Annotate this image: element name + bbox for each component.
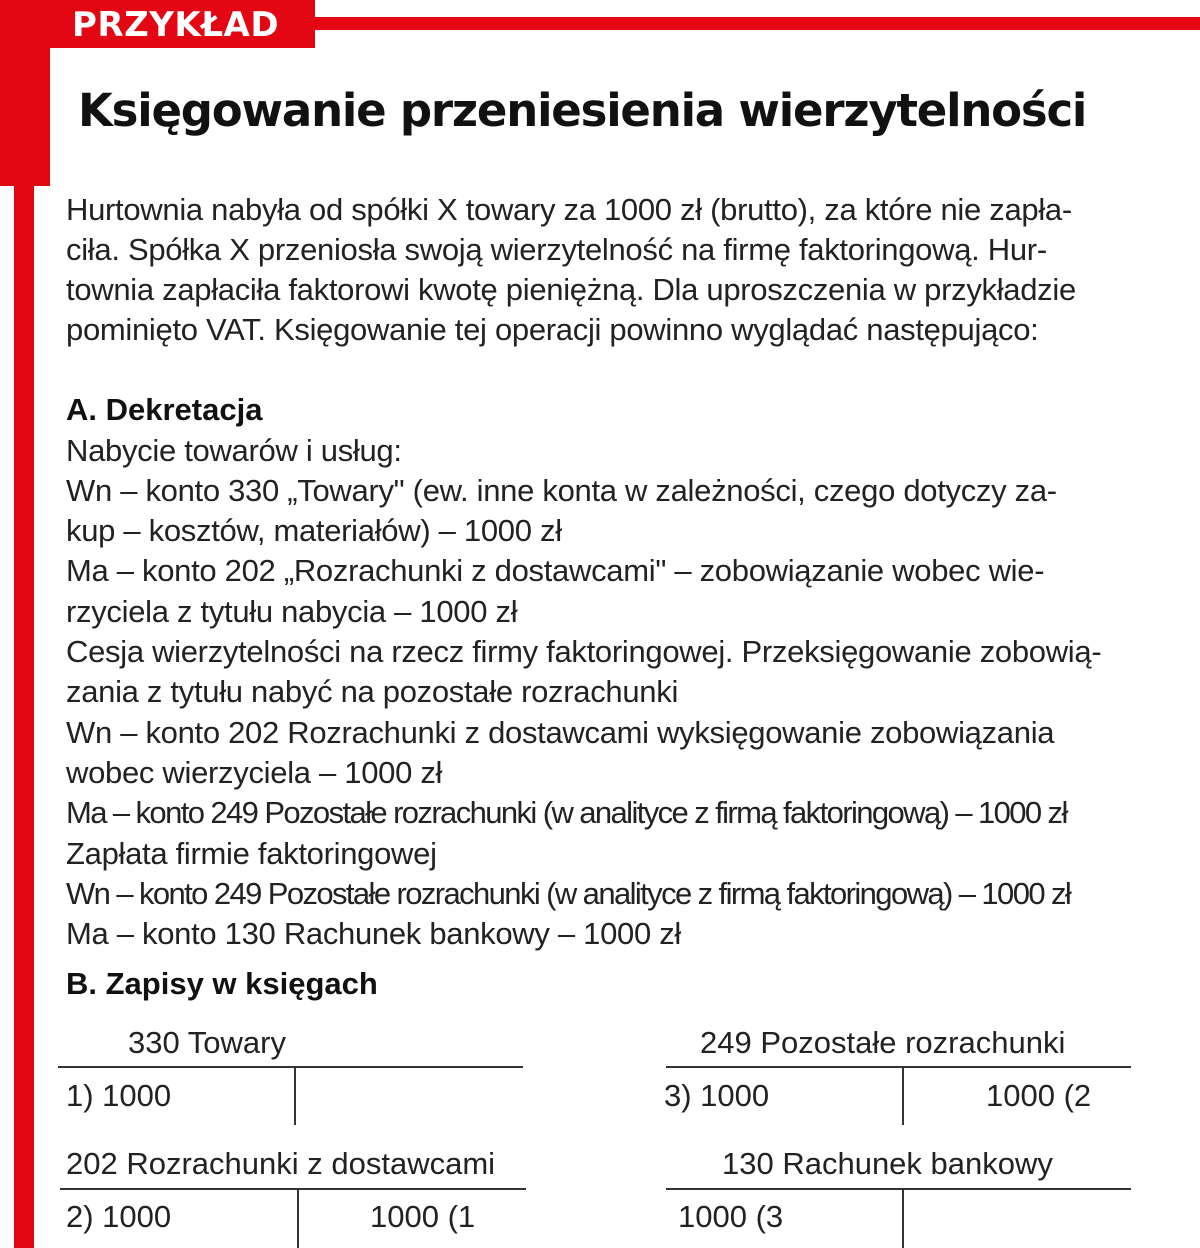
account-249-title: 249 Pozostałe rozrachunki bbox=[700, 1025, 1066, 1060]
section-b-heading: B. Zapisy w księgach bbox=[66, 966, 378, 1001]
dekretacja-line: Wn – konto 249 Pozostałe rozrachunki (w analityce z firmą faktoringową) – 1000 zł bbox=[66, 876, 1071, 911]
account-249-divider bbox=[902, 1067, 904, 1125]
account-202-title: 202 Rozrachunki z dostawcami bbox=[66, 1146, 496, 1181]
dekretacja-line: Cesja wierzytelności na rzecz firmy faktoringowej. Przeksięgowanie zobowią- bbox=[66, 634, 1102, 669]
account-330-title: 330 Towary bbox=[128, 1025, 286, 1060]
account-130-title: 130 Rachunek bankowy bbox=[722, 1146, 1053, 1181]
account-249-credit: 1000 (2 bbox=[986, 1078, 1092, 1113]
account-130-rule bbox=[666, 1188, 1131, 1190]
section-a-heading: A. Dekretacja bbox=[66, 392, 263, 427]
account-202-debit: 2) 1000 bbox=[66, 1199, 172, 1234]
example-label: PRZYKŁAD bbox=[72, 5, 280, 45]
label-block bbox=[0, 0, 315, 48]
intro-line: pominięto VAT. Księgowanie tej operacji powinno wyglądać następująco: bbox=[66, 312, 1039, 347]
dekretacja-line: Ma – konto 130 Rachunek bankowy – 1000 zł bbox=[66, 916, 681, 951]
dekretacja-line: Nabycie towarów i usług: bbox=[66, 433, 402, 468]
account-330-debit: 1) 1000 bbox=[66, 1078, 172, 1113]
account-330-divider bbox=[294, 1067, 296, 1125]
account-130-debit: 1000 (3 bbox=[678, 1199, 784, 1234]
account-202-divider bbox=[297, 1189, 299, 1248]
account-330-rule bbox=[58, 1066, 523, 1068]
account-202-rule bbox=[60, 1188, 526, 1190]
top-rule bbox=[315, 17, 1200, 30]
dekretacja-line: zania z tytułu nabyć na pozostałe rozrachunki bbox=[66, 674, 679, 709]
dekretacja-line: wobec wierzyciela – 1000 zł bbox=[66, 755, 443, 790]
dekretacja-line: Zapłata firmie faktoringowej bbox=[66, 836, 437, 871]
dekretacja-line: rzyciela z tytułu nabycia – 1000 zł bbox=[66, 594, 518, 629]
dekretacja-line: Ma – konto 202 „Rozrachunki z dostawcami" – zobowiązanie wobec wie- bbox=[66, 553, 1045, 588]
side-bar-thick bbox=[0, 48, 50, 186]
side-bar-thin bbox=[14, 186, 34, 1248]
dekretacja-line: Wn – konto 330 „Towary" (ew. inne konta w zależności, czego dotyczy za- bbox=[66, 473, 1057, 508]
dekretacja-line: Wn – konto 202 Rozrachunki z dostawcami wyksięgowanie zobowiązania bbox=[66, 715, 1055, 750]
dekretacja-line: kup – kosztów, materiałów) – 1000 zł bbox=[66, 513, 562, 548]
intro-line: townia zapłaciła faktorowi kwotę pieniężną. Dla uproszczenia w przykładzie bbox=[66, 272, 1076, 307]
account-202-credit: 1000 (1 bbox=[370, 1199, 476, 1234]
dekretacja-line: Ma – konto 249 Pozostałe rozrachunki (w analityce z firmą faktoringową) – 1000 zł bbox=[66, 795, 1067, 830]
account-249-rule bbox=[666, 1066, 1131, 1068]
intro-line: ciła. Spółka X przeniosła swoją wierzytelność na firmę faktoringową. Hur- bbox=[66, 232, 1047, 267]
account-130-divider bbox=[902, 1189, 904, 1248]
page-title: Księgowanie przeniesienia wierzytelności bbox=[78, 84, 1087, 137]
account-249-debit: 3) 1000 bbox=[664, 1078, 770, 1113]
intro-line: Hurtownia nabyła od spółki X towary za 1000 zł (brutto), za które nie zapła- bbox=[66, 192, 1072, 227]
